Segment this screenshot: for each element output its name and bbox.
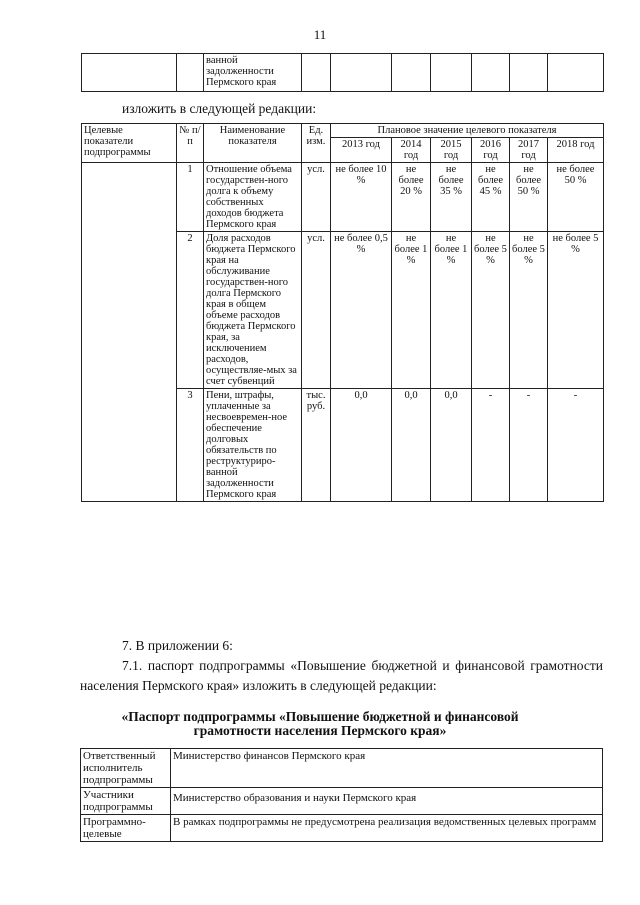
passport-label: Программно-целевые (81, 815, 171, 842)
row-value: не более 50 % (548, 163, 604, 232)
header-year: 2017 год (510, 138, 548, 163)
section-7: 7. В приложении 6: (122, 638, 233, 653)
header-year: 2016 год (472, 138, 510, 163)
table-row (81, 788, 603, 815)
header-name: Наименование показателя (204, 124, 302, 163)
row-name: Пени, штрафы, уплаченные за несвоевремен-ное обеспечение долговых обязательств по реструктуриро-ванной задолженности Пермского края (204, 389, 302, 502)
row-num: 1 (177, 163, 204, 232)
passport-table (80, 748, 603, 842)
row-name: Доля расходов бюджета Пермского края на обслуживание государствен-ного долга Пермского края в общем объеме расходов бюджета Пермского края, за исключением расходов, осуществляе-мых за счет субвенций (204, 232, 302, 389)
passport-value: Министерство финансов Пермского края (171, 749, 603, 788)
passport-label: Ответственный исполнитель подпрограммы (81, 749, 171, 788)
row-value: не более 35 % (431, 163, 472, 232)
row-value: не более 50 % (510, 163, 548, 232)
row-value: не более 0,5 % (331, 232, 392, 389)
row-value: 0,0 (392, 389, 431, 502)
passport-label: Участники подпрограммы (81, 788, 171, 815)
row-value: не более 1 % (431, 232, 472, 389)
table-row (82, 163, 604, 232)
header-year: 2014 год (392, 138, 431, 163)
row-unit: усл. (302, 163, 331, 232)
passport-value: В рамках подпрограммы не предусмотрена реализация ведомственных целевых программ (171, 815, 603, 842)
row-value: не более 10 % (331, 163, 392, 232)
indicators-table (81, 123, 604, 502)
row-value: не более 1 % (392, 232, 431, 389)
passport-value: Министерство образования и науки Пермского края (171, 788, 603, 815)
row-num: 3 (177, 389, 204, 502)
row-value: не более 5 % (472, 232, 510, 389)
row-value: не более 5 % (548, 232, 604, 389)
page-number: 11 (313, 27, 327, 42)
header-num: № п/п (177, 124, 204, 163)
top-fragment-table (81, 53, 604, 92)
table-row (81, 815, 603, 842)
row-value: 0,0 (331, 389, 392, 502)
row-name: Отношение объема государствен-ного долга к объему собственных доходов бюджета Пермского края (204, 163, 302, 232)
row-value: - (472, 389, 510, 502)
header-targets: Целевые показатели подпрограммы (82, 124, 177, 163)
header-year: 2018 год (548, 138, 604, 163)
row-value: - (510, 389, 548, 502)
header-planned: Плановое значение целевого показателя (331, 124, 604, 138)
passport-title: «Паспорт подпрограммы «Повышение бюджетной и финансовой грамотности населения Пермского края» (121, 709, 519, 738)
header-unit: Ед. изм. (302, 124, 331, 163)
fragment-name-cell: ванной задолженности Пермского края (204, 54, 302, 92)
intro-line: изложить в следующей редакции: (122, 101, 317, 116)
row-value: не более 5 % (510, 232, 548, 389)
table-row (81, 749, 603, 788)
row-value: не более 45 % (472, 163, 510, 232)
row-value: 0,0 (431, 389, 472, 502)
header-year: 2013 год (331, 138, 392, 163)
header-year: 2015 год (431, 138, 472, 163)
row-value: - (548, 389, 604, 502)
row-value: не более 20 % (392, 163, 431, 232)
section-7-1: 7.1. паспорт подпрограммы «Повышение бюджетной и финансовой грамотности населения Пермского края» изложить в следующей редакции: (80, 658, 603, 693)
row-num: 2 (177, 232, 204, 389)
row-unit: усл. (302, 232, 331, 389)
row-unit: тыс. руб. (302, 389, 331, 502)
